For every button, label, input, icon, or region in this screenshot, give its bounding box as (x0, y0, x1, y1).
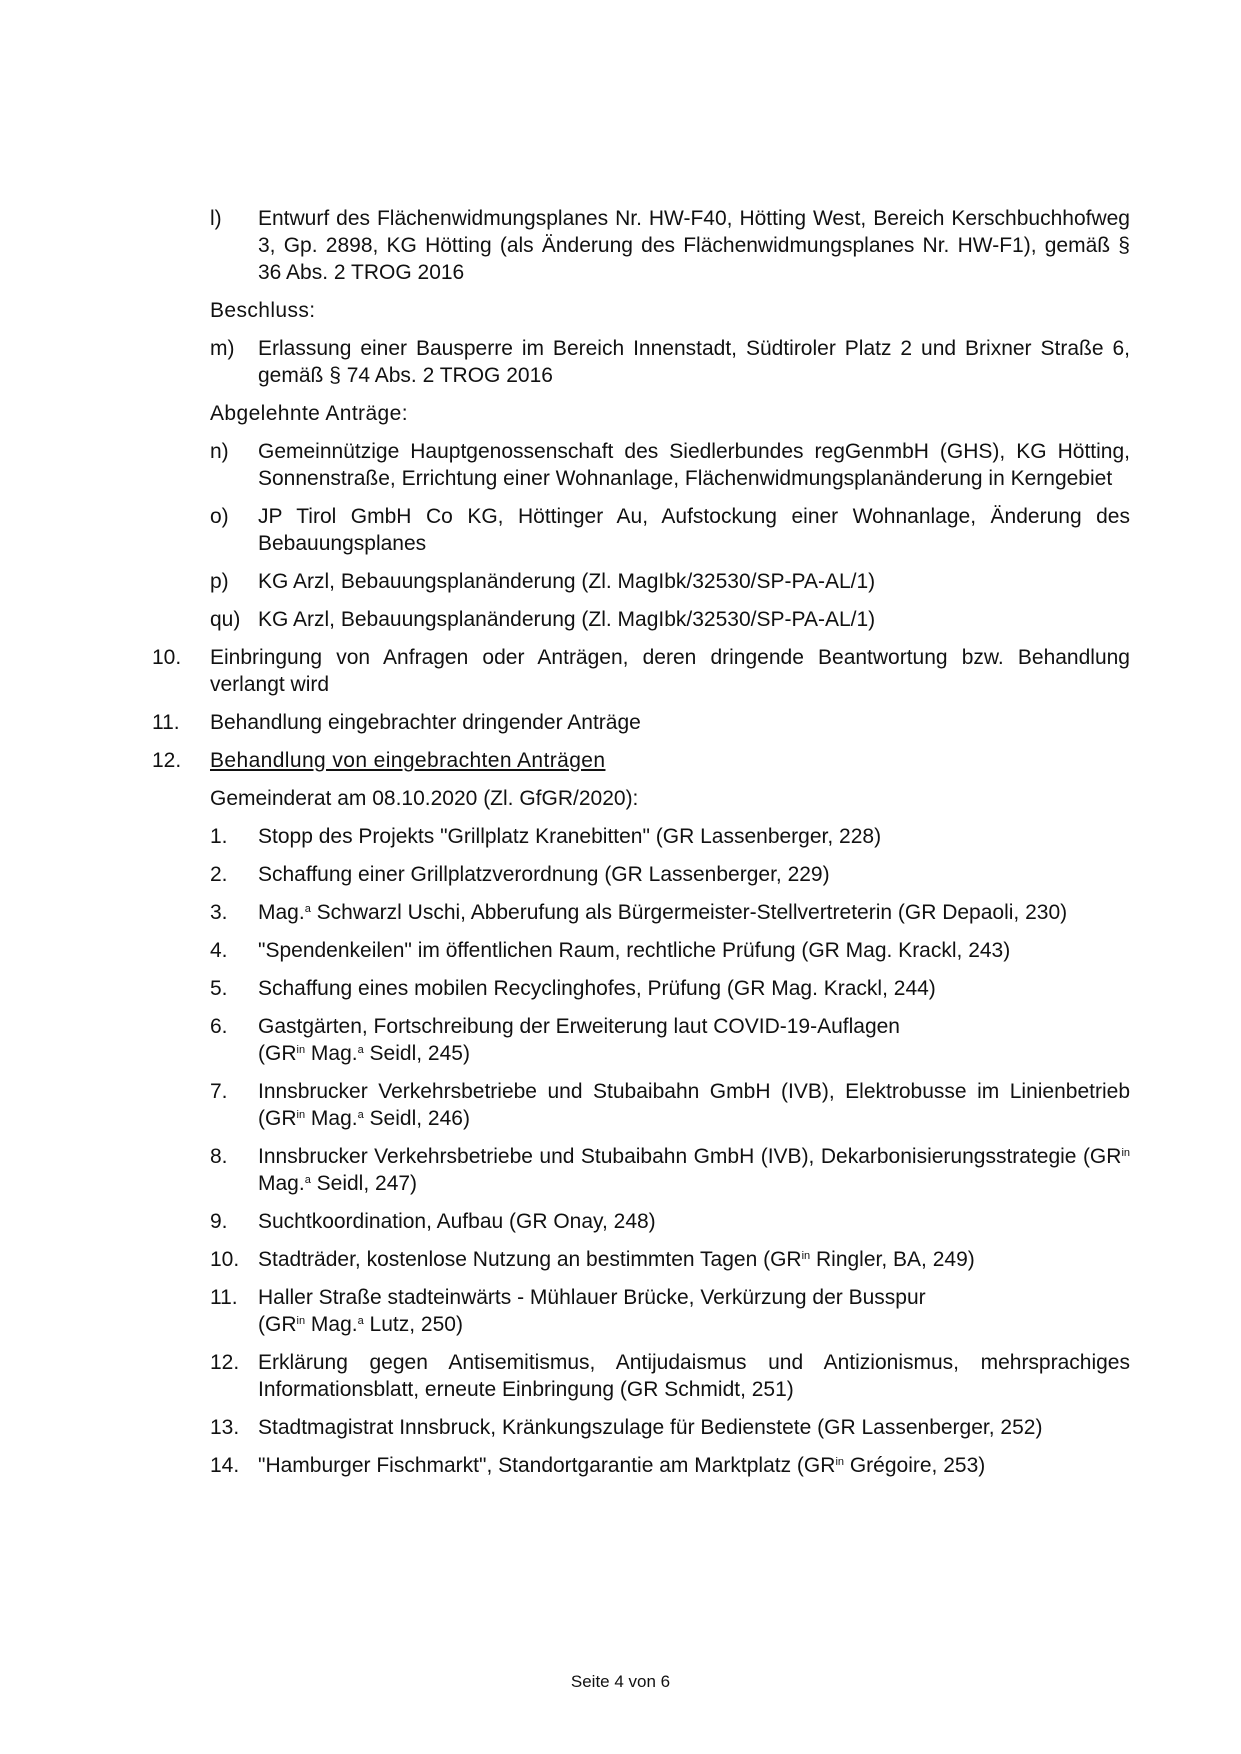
text-part: Schwarzl Uschi, Abberufung als Bürgermeister-Stellvertreterin (GR Depaoli, 230) (310, 901, 1068, 924)
superscript: in (296, 1315, 306, 1327)
superscript: in (801, 1250, 811, 1262)
item-text (258, 899, 1130, 926)
text-part: Innsbrucker Verkehrsbetriebe und Stubaibahn GmbH (IVB), Elektrobusse im Linienbetrieb (GR (258, 1080, 1130, 1130)
agenda-item-10 (0, 644, 1130, 698)
beschluss-heading: Beschluss: (210, 299, 316, 322)
item-text: Einbringung von Anfragen oder Anträgen, deren dringende Beantwortung bzw. Behandlung verlangt wird (210, 646, 1130, 696)
gemeinderat-subtitle (0, 785, 1241, 812)
subtitle-suffix: (Zl. GfGR/2020): (483, 787, 639, 810)
agenda-item-11 (0, 709, 1130, 736)
item-text: Gemeinnützige Hauptgenossenschaft des Siedlerbundes regGenmbH (GHS), KG Hötting, Sonnenstraße, Errichtung einer Wohnanlage, Flächenwidmungsplanänderung in Kerngebiet (258, 440, 1130, 490)
item-label: 11. (152, 711, 180, 734)
page-footer: Seite 4 von 6 (570, 1672, 671, 1691)
item-text (258, 1208, 1130, 1235)
superscript: in (1121, 1147, 1130, 1159)
item-text (258, 1143, 1130, 1197)
item-text (258, 823, 1130, 850)
item-label: 8. (210, 1145, 228, 1168)
text-part: Mag. (258, 901, 305, 924)
text-part: Mag. (258, 1172, 305, 1195)
antraege-list (0, 823, 1241, 1479)
antrag-item (0, 937, 1130, 964)
item-label: 10. (210, 1248, 240, 1271)
item-text: KG Arzl, Bebauungsplanänderung (Zl. MagIbk/32530/SP-PA-AL/1) (258, 570, 876, 593)
text-part: Grégoire, 253) (844, 1454, 986, 1477)
item-text: Erlassung einer Bausperre im Bereich Innenstadt, Südtiroler Platz 2 und Brixner Straße 6, gemäß § 74 Abs. 2 TROG 2016 (258, 337, 1130, 387)
item-label: n) (210, 440, 229, 463)
antrag-item (0, 823, 1130, 850)
item-label: o) (210, 505, 229, 528)
antrag-item (0, 899, 1130, 926)
antrag-item (0, 1143, 1130, 1197)
text-part: Mag. (305, 1313, 358, 1336)
antrag-item (0, 1013, 1130, 1067)
item-label: 14. (210, 1454, 240, 1477)
antrag-item (0, 1349, 1130, 1403)
text-part: Schaffung einer Grillplatzverordnung (GR Lassenberger, 229) (258, 863, 830, 886)
antrag-item (0, 1284, 1130, 1338)
text-part: Innsbrucker Verkehrsbetriebe und Stubaibahn GmbH (IVB), Dekarbonisierungsstrategie (GR (258, 1145, 1122, 1168)
item-text (258, 1284, 1130, 1338)
text-part: Ringler, BA, 249) (810, 1248, 975, 1271)
item-label: 4. (210, 939, 228, 962)
item-label: m) (210, 337, 235, 360)
item-text (258, 1246, 1130, 1273)
antrag-item (0, 1246, 1130, 1273)
agenda-item-l (0, 205, 1130, 286)
superscript: a (304, 1174, 311, 1186)
agenda-item-qu (0, 606, 1130, 633)
item-text (258, 1452, 1130, 1479)
item-label: p) (210, 570, 229, 593)
item-label: 3. (210, 901, 228, 924)
item-label: qu) (210, 608, 241, 631)
item-label: 13. (210, 1416, 240, 1439)
item-label: 6. (210, 1015, 228, 1038)
item-text: Entwurf des Flächenwidmungsplanes Nr. HW-F40, Hötting West, Bereich Kerschbuchhofweg 3, Gp. 2898, KG Hötting (als Änderung des Flächenwidmungsplanes Nr. HW-F1), gemäß § 36 Abs. 2 TROG 2016 (258, 207, 1130, 284)
antrag-item (0, 861, 1130, 888)
text-part: "Spendenkeilen" im öffentlichen Raum, rechtliche Prüfung (GR Mag. Krackl, 243) (258, 939, 1011, 962)
section-title: Behandlung von eingebrachten Anträgen (210, 749, 606, 772)
agenda-item-o (0, 503, 1130, 557)
item-text (258, 861, 1130, 888)
text-part: Mag. (305, 1042, 358, 1065)
text-part: "Hamburger Fischmarkt", Standortgarantie am Marktplatz (GR (258, 1454, 836, 1477)
item-text (258, 1013, 1130, 1067)
text-part: Seidl, 247) (310, 1172, 418, 1195)
superscript: in (835, 1456, 844, 1468)
item-text (258, 975, 1130, 1002)
text-part: Suchtkoordination, Aufbau (GR Onay, 248) (258, 1210, 656, 1233)
antrag-item (0, 1414, 1130, 1441)
item-label: 10. (152, 646, 182, 669)
superscript: a (304, 903, 311, 915)
item-text (258, 1414, 1130, 1441)
item-label: 11. (210, 1286, 238, 1309)
superscript: a (357, 1044, 364, 1056)
agenda-item-12 (0, 747, 1130, 774)
item-label: 7. (210, 1080, 228, 1103)
superscript: a (357, 1315, 364, 1327)
item-text: JP Tirol GmbH Co KG, Höttinger Au, Aufstockung einer Wohnanlage, Änderung des Bebauungsplanes (258, 505, 1130, 555)
item-label: 5. (210, 977, 228, 1000)
item-title (210, 747, 1130, 774)
item-label: 9. (210, 1210, 228, 1233)
item-label: l) (210, 207, 222, 230)
text-part: Stadträder, kostenlose Nutzung an bestimmten Tagen (GR (258, 1248, 802, 1271)
agenda-item-m (0, 335, 1130, 389)
text-part: Stadtmagistrat Innsbruck, Kränkungszulage für Bedienstete (GR Lassenberger, 252) (258, 1416, 1043, 1439)
antrag-item (0, 975, 1130, 1002)
text-part: Seidl, 246) (363, 1107, 470, 1130)
agenda-item-n (0, 438, 1130, 492)
item-label: 2. (210, 863, 228, 886)
item-text (258, 1349, 1130, 1403)
antrag-item (0, 1208, 1130, 1235)
item-text: KG Arzl, Bebauungsplanänderung (Zl. MagIbk/32530/SP-PA-AL/1) (258, 608, 876, 631)
abgelehnte-antraege-heading: Abgelehnte Anträge: (210, 402, 408, 425)
text-part: Schaffung eines mobilen Recyclinghofes, Prüfung (GR Mag. Krackl, 244) (258, 977, 936, 1000)
antrag-item (0, 1078, 1130, 1132)
subtitle-prefix: Gemeinderat am 08.10.2020 (210, 787, 484, 810)
text-part: Gastgärten, Fortschreibung der Erweiterung laut COVID-19-Auflagen (GR (258, 1015, 900, 1065)
superscript: in (296, 1044, 306, 1056)
antrag-item (0, 1452, 1130, 1479)
text-part: Mag. (305, 1107, 358, 1130)
text-part: Haller Straße stadteinwärts - Mühlauer Brücke, Verkürzung der Busspur (GR (258, 1286, 926, 1336)
agenda-item-p (0, 568, 1130, 595)
item-text (258, 1078, 1130, 1132)
text-part: Seidl, 245) (363, 1042, 470, 1065)
item-text: Behandlung eingebrachter dringender Anträge (210, 711, 641, 734)
item-label: 12. (152, 749, 182, 772)
text-part: Stopp des Projekts "Grillplatz Kranebitten" (GR Lassenberger, 228) (258, 825, 882, 848)
agenda-content (0, 205, 1241, 1490)
superscript: a (357, 1109, 364, 1121)
superscript: in (296, 1109, 306, 1121)
text-part: Lutz, 250) (363, 1313, 463, 1336)
item-text (258, 937, 1130, 964)
text-part: Erklärung gegen Antisemitismus, Antijudaismus und Antizionismus, mehrsprachiges Informationsblatt, erneute Einbringung (GR Schmidt, 251) (258, 1351, 1130, 1401)
item-label: 1. (210, 825, 228, 848)
item-label: 12. (210, 1351, 240, 1374)
